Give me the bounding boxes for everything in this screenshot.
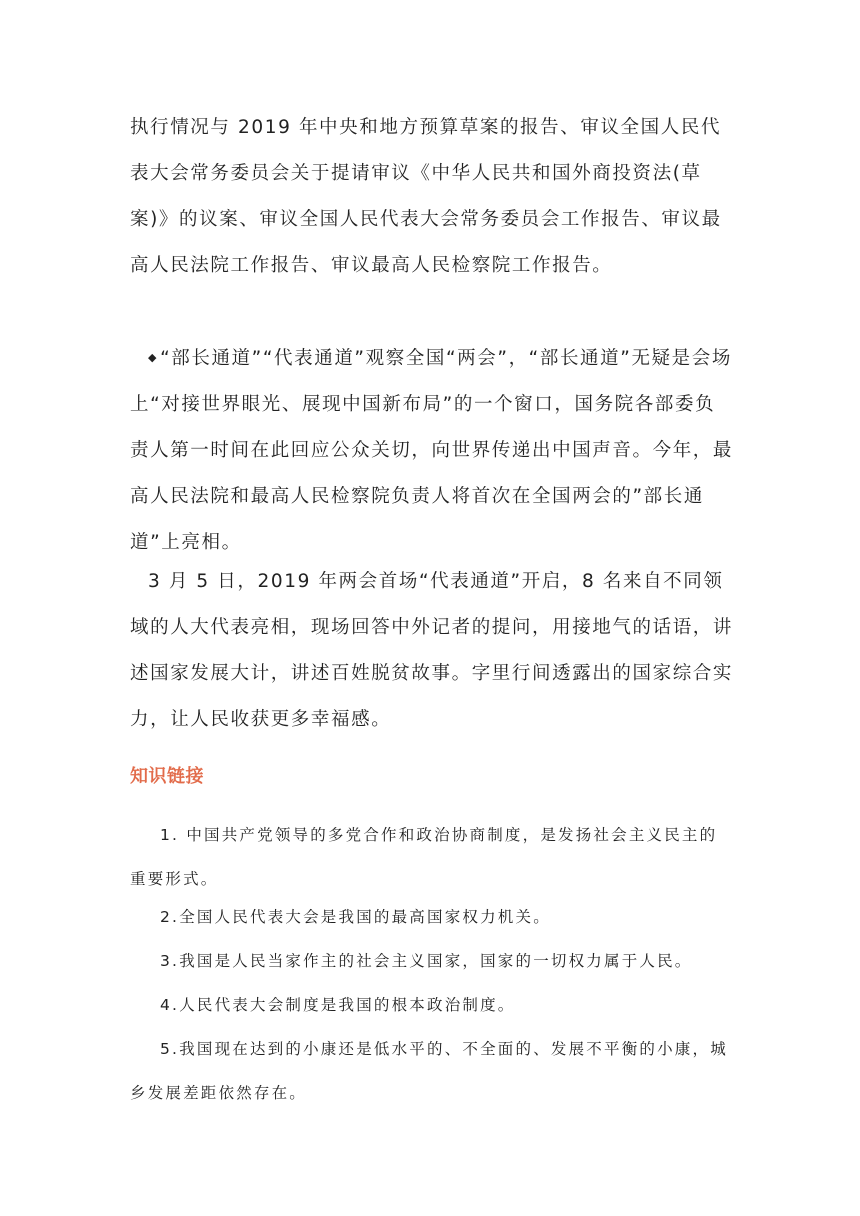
body-paragraph-minister-channel bbox=[130, 335, 735, 566]
body-paragraph-deputy-channel: 3 月 5 日，2019 年两会首场“代表通道”开启，8 名来自不同领域的人大代表亮相，现场回答中外记者的提问，用接地气的话语，讲述国家发展大计，讲述百姓脱贫故事。字里行间透露出的国家综合实力，让人民收获更多幸福感。 bbox=[130, 571, 734, 730]
knowledge-point: 5.我国现在达到的小康还是低水平的、不全面的、发展不平衡的小康，城乡发展差距依然存在。 bbox=[130, 1040, 728, 1102]
knowledge-point: 2.全国人民代表大会是我国的最高国家权力机关。 bbox=[160, 908, 551, 926]
knowledge-point: 4.人民代表大会制度是我国的根本政治制度。 bbox=[160, 996, 516, 1014]
body-paragraph-review-items: 执行情况与 2019 年中央和地方预算草案的报告、审议全国人民代表大会常务委员会关于提请审议《中华人民共和国外商投资法(草案)》的议案、审议全国人民代表大会常务委员会工作报告、审议最高人民法院工作报告、审议最高人民检察院工作报告。 bbox=[130, 117, 722, 276]
minister-channel-text: “部长通道”“代表通道”观察全国“两会”，“部长通道”无疑是会场上“对接世界眼光、展现中国新布局”的一个窗口，国务院各部委负责人第一时间在此回应公众关切，向世界传递出中国声音。今年，最高人民法院和最高人民检察院负责人将首次在全国两会的”部长通道”上亮相。 bbox=[130, 348, 734, 553]
knowledge-point: 3.我国是人民当家作主的社会主义国家，国家的一切权力属于人民。 bbox=[160, 952, 693, 970]
diamond-bullet-icon: ◆ bbox=[148, 351, 159, 364]
knowledge-point: 1. 中国共产党领导的多党合作和政治协商制度，是发扬社会主义民主的重要形式。 bbox=[130, 826, 718, 888]
section-heading-knowledge-link: 知识链接 bbox=[130, 766, 204, 787]
